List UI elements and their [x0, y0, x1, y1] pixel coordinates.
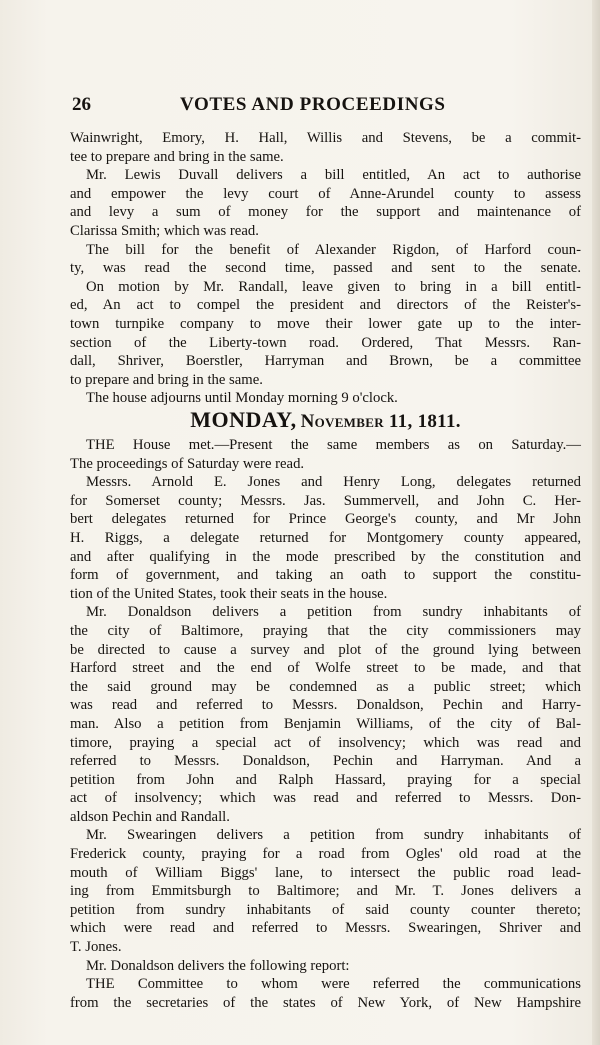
text-line: Mr. Donaldson delivers the following report:: [86, 957, 350, 974]
day-heading-day: MONDAY,: [190, 407, 297, 432]
text-line: The bill for the benefit of Alexander Rigdon, of Harford coun-: [86, 241, 581, 258]
text-line: Mr. Lewis Duvall delivers a bill entitled, An act to authorise: [86, 167, 581, 184]
text-line: the said ground may be condemned as a public street; which: [70, 678, 581, 695]
text-line: act of insolvency; which was read and referred to Messrs. Don-: [70, 790, 581, 807]
text-line: ed, An act to compel the president and directors of the Reister's-: [70, 297, 581, 314]
text-line: the city of Baltimore, praying that the city commissioners may: [70, 622, 581, 639]
text-line: be directed to cause a survey and plot of the ground lying between: [70, 641, 581, 658]
text-line: dall, Shriver, Boerstler, Harryman and Brown, be a committee: [70, 353, 581, 370]
text-line: town turnpike company to move their lower gate up to the inter-: [70, 315, 581, 332]
bottom-section: [70, 436, 581, 1012]
text-line: mouth of William Biggs' lane, to intersect the public road lead-: [70, 864, 581, 881]
text-line: tion of the United States, took their seats in the house.: [70, 585, 388, 602]
text-line: man. Also a petition from Benjamin Williams, of the city of Bal-: [70, 715, 581, 732]
text-line: Frederick county, praying for a road from Ogles' old road at the: [70, 846, 581, 863]
text-line: form of government, and taking an oath to support the constitu-: [70, 567, 581, 584]
text-line: was read and referred to Messrs. Donaldson, Pechin and Harry-: [70, 697, 581, 714]
text-line: which were read and referred to Messrs. Swearingen, Shriver and: [70, 920, 581, 937]
text-line: and levy a sum of money for the support and maintenance of: [70, 204, 581, 221]
text-line: and after qualifying in the mode prescribed by the constitution and: [70, 548, 581, 565]
text-line: THE Committee to whom were referred the communications: [86, 976, 581, 993]
text-line: THE House met.—Present the same members as on Saturday.—: [86, 437, 581, 453]
text-line: Harford street and the end of Wolfe street to be made, and that: [70, 660, 581, 677]
text-line: for Somerset county; Messrs. Jas. Summervell, and John C. Her-: [70, 492, 581, 509]
page-edge: [592, 0, 600, 1045]
text-line: ing from Emmitsburgh to Baltimore; and Mr. T. Jones delivers a: [70, 883, 581, 900]
day-heading: [70, 407, 581, 433]
text-line: On motion by Mr. Randall, leave given to bring in a bill entitl-: [86, 278, 581, 295]
text-line: Mr. Donaldson delivers a petition from sundry inhabitants of: [86, 604, 581, 621]
day-heading-date: November 11, 1811.: [300, 411, 461, 432]
text-line: timore, praying a special act of insolvency; which was read and: [70, 734, 581, 751]
text-line: Messrs. Arnold E. Jones and Henry Long, delegates returned: [86, 474, 581, 491]
text-line: petition from John and Ralph Hassard, praying for a special: [70, 771, 581, 788]
text-line: aldson Pechin and Randall.: [70, 808, 230, 825]
page-header: [72, 94, 582, 120]
text-line: The proceedings of Saturday were read.: [70, 455, 305, 472]
running-head: VOTES AND PROCEEDINGS: [180, 94, 446, 115]
text-line: H. Riggs, a delegate returned for Montgomery county appeared,: [70, 529, 581, 546]
page-number: 26: [72, 94, 91, 115]
text-line: bert delegates returned for Prince George's county, and Mr John: [70, 511, 581, 528]
text-line: Mr. Swearingen delivers a petition from sundry inhabitants of: [86, 827, 581, 844]
text-line: section of the Liberty-town road. Ordered, That Messrs. Ran-: [70, 334, 581, 351]
text-line: referred to Messrs. Donaldson, Pechin and Harryman. And a: [70, 753, 581, 770]
text-line: and empower the levy court of Anne-Arundel county to assess: [70, 185, 581, 202]
text-line: tee to prepare and bring in the same.: [70, 148, 284, 165]
text-line: to prepare and bring in the same.: [70, 371, 263, 388]
text-line: The house adjourns until Monday morning 9 o'clock.: [86, 390, 398, 407]
text-line: Clarissa Smith; which was read.: [70, 222, 259, 239]
text-line: petition from sundry inhabitants of said county counter thereto;: [70, 901, 581, 918]
top-section: [70, 129, 581, 408]
text-line: ty, was read the second time, passed and sent to the senate.: [70, 260, 581, 277]
text-line: T. Jones.: [70, 939, 122, 956]
text-line: Wainwright, Emory, H. Hall, Willis and Stevens, be a commit-: [70, 130, 581, 146]
text-line: from the secretaries of the states of New York, of New Hampshire: [70, 994, 581, 1011]
